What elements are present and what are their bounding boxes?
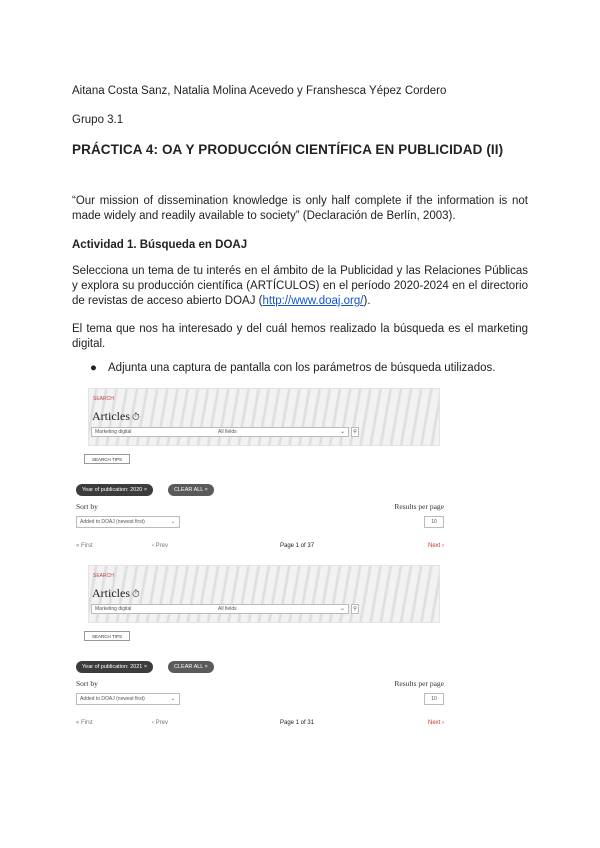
search-icon: ⚲: [353, 606, 357, 612]
chevron-down-icon: ⌄: [339, 606, 345, 612]
intro-text-end: ).: [363, 295, 371, 307]
year-filter-chip[interactable]: Year of publication: 2021 ×: [76, 661, 153, 673]
doaj-link[interactable]: http://www.doaj.org/: [262, 295, 364, 307]
search-tips-button[interactable]: SEARCH TIPS: [84, 454, 130, 464]
prev-page-link[interactable]: ‹ Prev: [152, 543, 169, 549]
theme-paragraph: El tema que nos ha interesado y del cuál hemos realizado la búsqueda es el marketing digital.: [72, 323, 528, 350]
articles-heading-text: Articles: [92, 409, 130, 423]
results-per-page-select[interactable]: 10: [424, 516, 444, 528]
page-title: PRÁCTICA 4: OA Y PRODUCCIÓN CIENTÍFICA EN PUBLICIDAD (II): [72, 142, 504, 157]
next-page-link[interactable]: Next ›: [427, 543, 444, 549]
search-field-select[interactable]: All fields: [218, 606, 237, 612]
articles-hero: [88, 388, 440, 446]
search-kicker: SEARCH: [93, 573, 114, 579]
search-button[interactable]: [351, 604, 359, 614]
first-page-link[interactable]: « First: [76, 720, 93, 726]
bullet-dot: ●: [90, 362, 97, 374]
sort-by-label: Sort by: [76, 679, 98, 688]
chevron-down-icon: ⌄: [170, 519, 175, 525]
articles-heading: [92, 409, 140, 424]
search-icon: ⚲: [353, 429, 357, 435]
search-button[interactable]: [351, 427, 359, 437]
intro-paragraph: [72, 264, 528, 309]
clock-icon: ⏱: [132, 412, 140, 423]
articles-heading-text: Articles: [92, 586, 130, 600]
authors-line: Aitana Costa Sanz, Natalia Molina Acevedo y Franshesca Yépez Cordero: [72, 85, 447, 97]
chevron-down-icon: ⌄: [339, 429, 345, 435]
search-field-select[interactable]: All fields: [218, 429, 237, 435]
first-page-link[interactable]: « First: [76, 543, 93, 549]
bullet-text: Adjunta una captura de pantalla con los parámetros de búsqueda utilizados.: [108, 362, 496, 374]
search-query: Marketing digital: [95, 429, 132, 435]
sort-select[interactable]: [76, 693, 180, 705]
sort-select[interactable]: [76, 516, 180, 528]
doaj-screenshot-2020: [74, 388, 450, 566]
clear-all-chip[interactable]: CLEAR ALL ×: [168, 484, 214, 496]
sort-by-label: Sort by: [76, 502, 98, 511]
intro-text: Selecciona un tema de tu interés en el ámbito de la Publicidad y las Relaciones Públicas y explora su producción científica (ARTÍCULOS) en el período 2020-2024 en el directorio de revistas de acceso abierto DOAJ (: [72, 265, 528, 307]
clock-icon: ⏱: [132, 589, 140, 600]
search-tips-button[interactable]: SEARCH TIPS: [84, 631, 130, 641]
activity-heading: Actividad 1. Búsqueda en DOAJ: [72, 239, 248, 251]
search-query: Marketing digital: [95, 606, 132, 612]
sort-select-value: Added to DOAJ (newest first): [80, 519, 145, 525]
search-input[interactable]: [91, 427, 349, 437]
year-filter-chip[interactable]: Year of publication: 2020 ×: [76, 484, 153, 496]
clear-all-chip[interactable]: CLEAR ALL ×: [168, 661, 214, 673]
page-indicator: Page 1 of 31: [280, 720, 315, 726]
results-per-page-label: Results per page: [394, 502, 444, 511]
group-line: Grupo 3.1: [72, 114, 124, 126]
search-kicker: SEARCH: [93, 396, 114, 402]
next-page-link[interactable]: Next ›: [427, 720, 444, 726]
search-input[interactable]: [91, 604, 349, 614]
chevron-down-icon: ⌄: [170, 696, 175, 702]
quote-paragraph: “Our mission of dissemination knowledge is only half complete if the information is not made widely and readily available to society” (Declaración de Berlín, 2003).: [72, 195, 528, 222]
results-per-page-label: Results per page: [394, 679, 444, 688]
articles-heading: [92, 586, 140, 601]
sort-select-value: Added to DOAJ (newest first): [80, 696, 145, 702]
results-per-page-select[interactable]: 10: [424, 693, 444, 705]
page-indicator: Page 1 of 37: [280, 543, 315, 549]
articles-hero: [88, 565, 440, 623]
prev-page-link[interactable]: ‹ Prev: [152, 720, 169, 726]
doaj-screenshot-2021: [74, 565, 450, 743]
